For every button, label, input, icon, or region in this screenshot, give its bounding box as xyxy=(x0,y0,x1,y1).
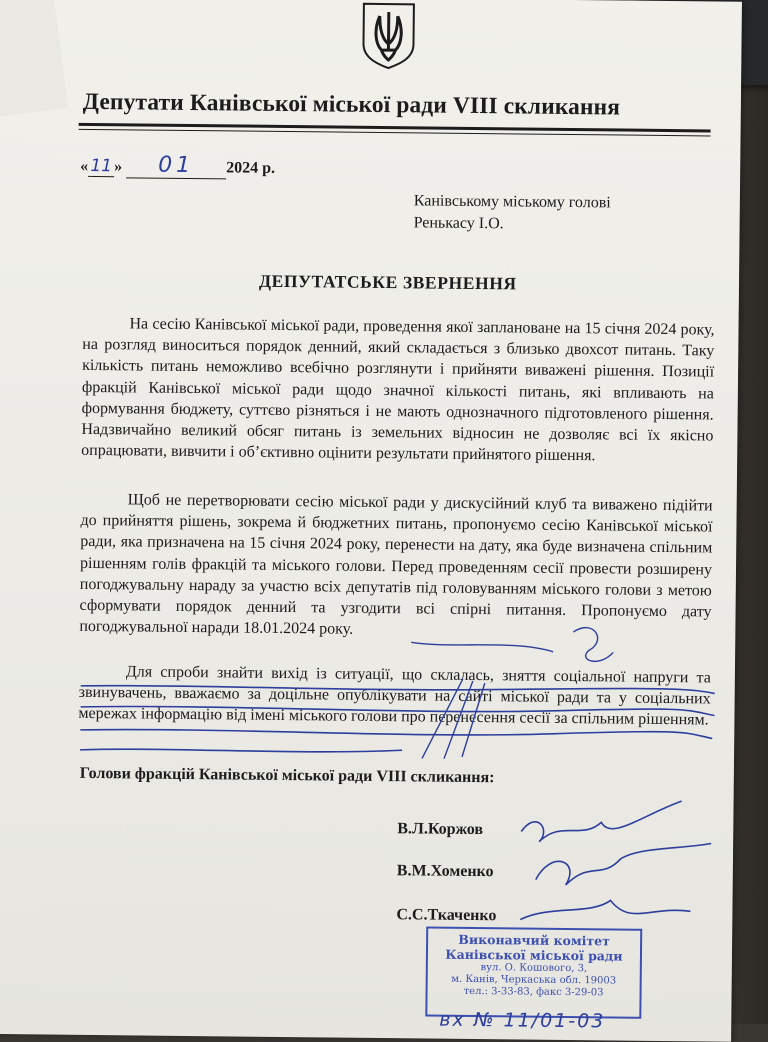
date-month: 01 xyxy=(126,152,226,179)
stamp-line: м. Канів, Черкаська обл. 19003 xyxy=(451,973,617,987)
heading-rule xyxy=(79,123,711,133)
date-open-quote: « xyxy=(80,157,89,175)
underline-squiggle xyxy=(80,747,402,753)
signature-mark xyxy=(520,900,690,922)
document-heading: Депутати Канівської міської ради VIII скликання xyxy=(82,88,621,121)
addressee-line: Канівському міському голові xyxy=(413,192,611,212)
signature-mark xyxy=(536,842,711,887)
body-paragraph: Для спроби знайти вихід із ситуації, що склалась, зняття соціальної напруги та звинувачень, вважаємо за доцільне опублікувати на сайті міської ради та у соціальних мережах інформацію від імені міського голови про перенесення сесії за спільним рішенням. xyxy=(78,663,711,729)
addressee-block xyxy=(414,190,611,236)
stamp-line: Канівської міської ради xyxy=(445,946,623,964)
underlying-sheet xyxy=(0,0,68,119)
date-line xyxy=(80,152,275,180)
body-paragraph: Щоб не перетворювати сесію міської ради у дискусійний клуб та виважено підійти до прийняття рішень, зокрема й бюджетних питань, пропонуємо сесію Канівської міської ради, яка призначена на 15 січня 2024 року, перенести на дату, яка буде визначена спільним рішенням голів фракцій та міського голови. Перед проведенням сесії провести розширену погоджувальну нараду за участю всіх депутатів під головуванням міського голови з метою сформувати порядок денний та узгодити всі спірні питання. Пропонуємо дату погоджувальної наради 18.01.2024 року. xyxy=(79,491,713,638)
signature-mark xyxy=(521,800,681,844)
coat-of-arms-icon xyxy=(359,0,418,70)
signer-name: В.М.Хоменко xyxy=(396,862,494,881)
stamp-line: Виконавчий комітет xyxy=(458,931,610,949)
signer-name: С.С.Ткаченко xyxy=(396,906,497,925)
signer-name: В.Л.Коржов xyxy=(397,820,484,839)
ink-scribble xyxy=(411,642,553,651)
addressee-line: Ренькасу І.О. xyxy=(413,214,504,233)
date-year: 2024 р. xyxy=(226,159,276,177)
date-day: 11 xyxy=(88,156,114,177)
date-close-quote: » xyxy=(114,158,123,176)
stamp-line: вул. О. Кошового, 3, xyxy=(480,962,588,975)
registration-stamp xyxy=(425,927,642,1019)
stamp-line: тел.: 3-33-83, факс 3-29-03 xyxy=(463,985,604,999)
handwritten-registration-number: вх № 11/01-03 xyxy=(439,1008,606,1033)
signatures-heading: Голови фракцій Канівської міської ради VIII скликання: xyxy=(79,764,495,787)
document-title: ДЕПУТАТСЬКЕ ЗВЕРНЕННЯ xyxy=(258,270,517,294)
body-paragraph: На сесію Канівської міської ради, проведення якої заплановане на 15 січня 2024 року, на розгляд виноситься порядок денний, який складається з близько двохсот питань. Таку кількість питань неможливо всебічно розглянути і прийняти виважені рішення. Позиції фракцій Канівської міської ради щодо значної кількості питань, які впливають на формування бюджету, суттєво різняться і не мають однозначного підготовленого рішення. Надзвичайно великий обсяг питань із земельних відносин не дозволяє всі їх якісно опрацювати, вивчити і об’єктивно оцінити результати прийнятого рішення. xyxy=(81,315,715,465)
